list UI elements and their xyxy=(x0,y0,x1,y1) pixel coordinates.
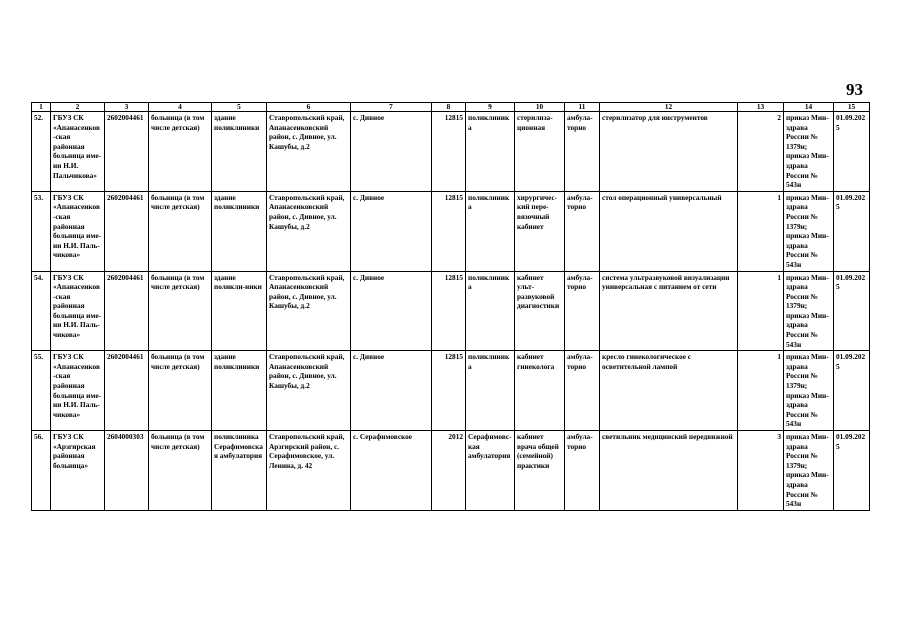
legal-basis-cell xyxy=(784,271,834,351)
table-row xyxy=(32,191,870,271)
facility-type-cell: больница (в том числе детская) xyxy=(149,431,212,511)
equipment-cell: кресло гинекологическое с осветительной лампой xyxy=(600,351,738,431)
unit-cell: поликлиника xyxy=(466,191,515,271)
facility-type-cell: больница (в том числе детская) xyxy=(149,351,212,431)
equipment-cell: стол операционный универсальный xyxy=(600,191,738,271)
legal-basis-text: приказ Мин-здрава России № 1379н; приказ Мин-здрава России № 543н xyxy=(786,432,829,509)
facility-type-cell: больница (в том числе детская) xyxy=(149,112,212,192)
table-row xyxy=(32,351,870,431)
legal-basis-cell xyxy=(784,431,834,511)
code-cell: 12815 xyxy=(432,112,466,192)
row-number-cell: 54. xyxy=(32,271,51,351)
room-cell: хирургичес-кий пере-вязочный кабинет xyxy=(515,191,565,271)
legal-basis-text: приказ Мин-здрава России № 1379н; приказ Мин-здрава России № 543н xyxy=(786,352,829,429)
locality-cell: с. Дивное xyxy=(351,191,432,271)
header-cell: 13 xyxy=(738,103,784,112)
header-cell: 15 xyxy=(834,103,870,112)
header-cell: 8 xyxy=(432,103,466,112)
date-cell: 01.09.2025 xyxy=(834,271,870,351)
inn-cell: 2602004461 xyxy=(105,351,149,431)
code-cell: 12815 xyxy=(432,351,466,431)
header-cell: 2 xyxy=(51,103,105,112)
header-cell: 14 xyxy=(784,103,834,112)
organization-cell: ГБУЗ СК «Апанасенков-ская районная больница име-ни Н.И. Паль-чикова» xyxy=(51,191,105,271)
row-number-cell: 55. xyxy=(32,351,51,431)
address-cell: Ставропольский край, Арзгирский район, с. Серафимовское, ул. Ленина, д. 42 xyxy=(267,431,351,511)
header-cell: 12 xyxy=(600,103,738,112)
building-cell: поликлиника Серафимовская амбулатория xyxy=(212,431,267,511)
address-cell: Ставропольский край, Апанасенковский район, с. Дивное, ул. Кашубы, д.2 xyxy=(267,112,351,192)
room-cell: кабинет ульт-развуковой диагностики xyxy=(515,271,565,351)
code-cell: 2012 xyxy=(432,431,466,511)
room-cell: кабинет гинеколога xyxy=(515,351,565,431)
header-cell: 1 xyxy=(32,103,51,112)
address-cell: Ставропольский край, Апанасенковский район, с. Дивное, ул. Кашубы, д.2 xyxy=(267,271,351,351)
locality-cell: с. Дивное xyxy=(351,112,432,192)
table-row xyxy=(32,271,870,351)
inn-cell: 2604000303 xyxy=(105,431,149,511)
care-mode-cell: амбула-торно xyxy=(565,191,600,271)
code-cell: 12815 xyxy=(432,191,466,271)
row-number-cell: 56. xyxy=(32,431,51,511)
header-cell: 3 xyxy=(105,103,149,112)
locality-cell: с. Дивное xyxy=(351,271,432,351)
organization-cell: ГБУЗ СК «Арзгирская районная больница» xyxy=(51,431,105,511)
building-cell: здание поликли-ники xyxy=(212,271,267,351)
quantity-a-cell: 1 xyxy=(738,351,784,431)
facility-type-cell: больница (в том числе детская) xyxy=(149,271,212,351)
building-cell: здание поликлиники xyxy=(212,191,267,271)
legal-basis-cell xyxy=(784,191,834,271)
legal-basis-text: приказ Мин-здрава России № 1379н; приказ Мин-здрава России № 543н xyxy=(786,113,829,190)
equipment-register-table xyxy=(31,102,870,511)
header-cell: 5 xyxy=(212,103,267,112)
care-mode-cell: амбула-торно xyxy=(565,271,600,351)
inn-cell: 2602004461 xyxy=(105,271,149,351)
date-cell: 01.09.2025 xyxy=(834,112,870,192)
date-cell: 01.09.2025 xyxy=(834,191,870,271)
room-cell: кабинет врача общей (семейной) практики xyxy=(515,431,565,511)
legal-basis-text: приказ Мин-здрава России № 1379н; приказ Мин-здрава России № 543н xyxy=(786,192,829,269)
column-number-header xyxy=(32,103,870,112)
care-mode-cell: амбула-торно xyxy=(565,351,600,431)
care-mode-cell: амбула-торно xyxy=(565,112,600,192)
quantity-a-cell: 3 xyxy=(738,431,784,511)
organization-cell: ГБУЗ СК «Апанасенков-ская районная больница име-ни Н.И. Пальчикова» xyxy=(51,112,105,192)
header-cell: 6 xyxy=(267,103,351,112)
legal-basis-text: приказ Мин-здрава России № 1379н; приказ Мин-здрава России № 543н xyxy=(786,272,829,349)
unit-cell: поликлиника xyxy=(466,351,515,431)
header-cell: 7 xyxy=(351,103,432,112)
quantity-a-cell: 1 xyxy=(738,191,784,271)
care-mode-cell: амбула-торно xyxy=(565,431,600,511)
equipment-cell: светильник медицинский передвижной xyxy=(600,431,738,511)
table-row xyxy=(32,431,870,511)
locality-cell: с. Серафимовское xyxy=(351,431,432,511)
unit-cell: поликлиника xyxy=(466,112,515,192)
unit-cell: Серафимовс-кая амбулатория xyxy=(466,431,515,511)
address-cell: Ставропольский край, Апанасенковский район, с. Дивное, ул. Кашубы, д.2 xyxy=(267,191,351,271)
address-cell: Ставропольский край, Апанасенковский район, с. Дивное, ул. Кашубы, д.2 xyxy=(267,351,351,431)
legal-basis-cell xyxy=(784,112,834,192)
row-number-cell: 52. xyxy=(32,112,51,192)
organization-cell: ГБУЗ СК «Апанасенков-ская районная больница име-ни Н.И. Паль-чикова» xyxy=(51,351,105,431)
unit-cell: поликлиника xyxy=(466,271,515,351)
header-cell: 10 xyxy=(515,103,565,112)
facility-type-cell: больница (в том числе детская) xyxy=(149,191,212,271)
header-cell: 4 xyxy=(149,103,212,112)
inn-cell: 2602004461 xyxy=(105,112,149,192)
locality-cell: с. Дивное xyxy=(351,351,432,431)
legal-basis-cell xyxy=(784,351,834,431)
equipment-cell: стерилизатор для инструментов xyxy=(600,112,738,192)
building-cell: здание поликлиники xyxy=(212,112,267,192)
organization-cell: ГБУЗ СК «Апанасенков-ская районная больница име-ни Н.И. Паль-чикова» xyxy=(51,271,105,351)
row-number-cell: 53. xyxy=(32,191,51,271)
room-cell: стерилиза-ционная xyxy=(515,112,565,192)
date-cell: 01.09.2025 xyxy=(834,351,870,431)
header-cell: 9 xyxy=(466,103,515,112)
building-cell: здание поликлиники xyxy=(212,351,267,431)
date-cell: 01.09.2025 xyxy=(834,431,870,511)
quantity-a-cell: 2 xyxy=(738,112,784,192)
table-row xyxy=(32,112,870,192)
header-cell: 11 xyxy=(565,103,600,112)
code-cell: 12815 xyxy=(432,271,466,351)
page-number: 93 xyxy=(846,80,863,99)
equipment-cell: система ультразвуковой визуализации универсальная с питанием от сети xyxy=(600,271,738,351)
inn-cell: 2602004461 xyxy=(105,191,149,271)
quantity-a-cell: 1 xyxy=(738,271,784,351)
